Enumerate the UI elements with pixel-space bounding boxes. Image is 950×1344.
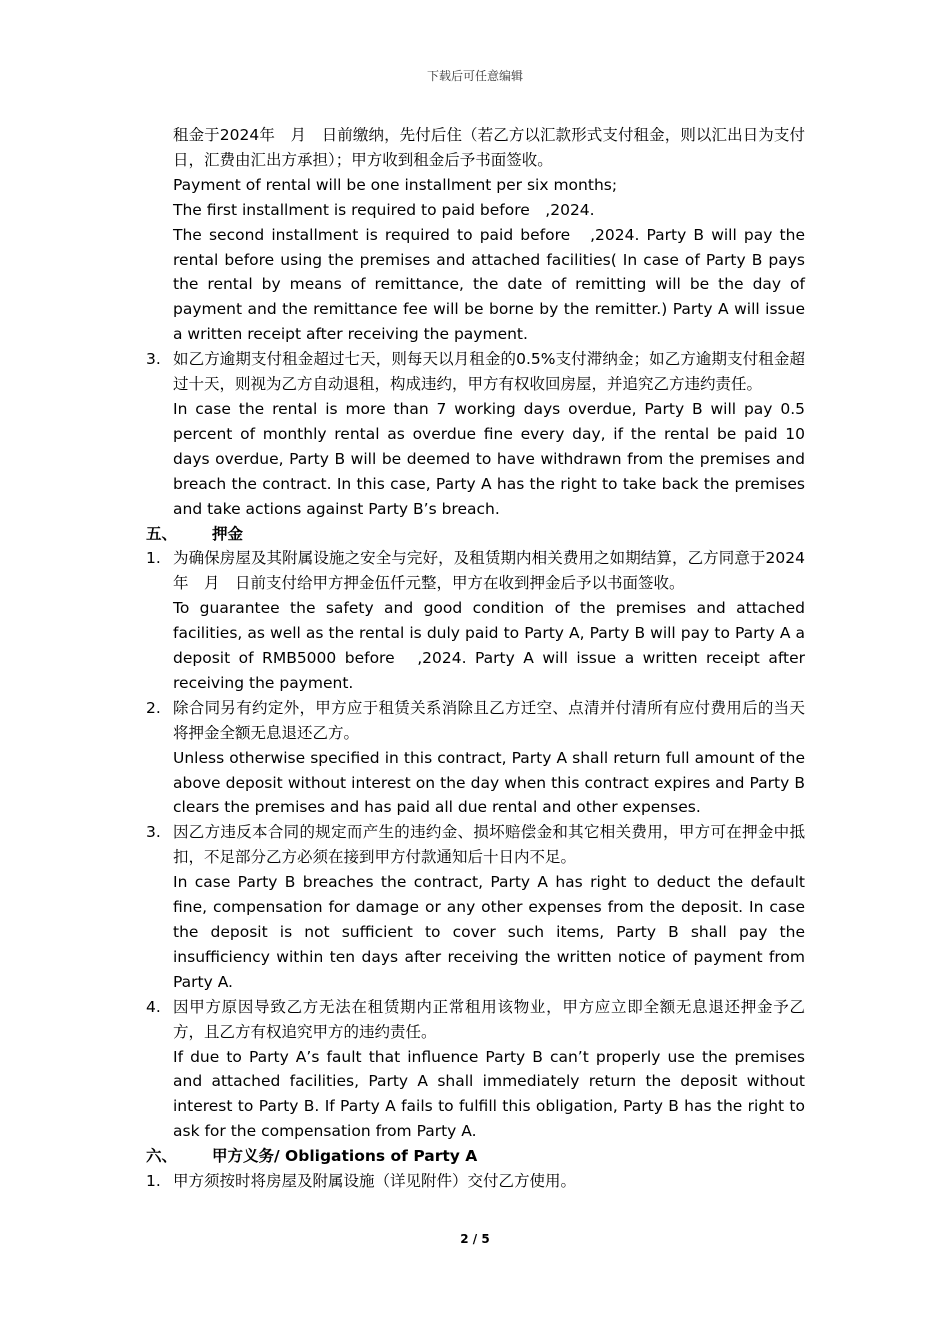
section-title: 押金 [212,524,244,543]
list-number: 1. [146,549,161,568]
clause-en: Unless otherwise specified in this contract, Party A shall return full amount of the above deposit without interest on the day when this contract expires and Party B clears the premises and has paid all due rental and other expenses. [173,748,805,817]
list-item [146,696,805,821]
rent-payment-en-1: Payment of rental will be one installment per six months; [173,175,618,194]
list-item [146,546,805,695]
list-number: 3. [146,823,161,842]
list-item [146,820,805,994]
list-item [146,1169,805,1194]
clause-en: To guarantee the safety and good condition of the premises and attached facilities, as well as the rental is duly paid to Party A, Party B will pay to Party A a deposit of RMB5000 before ,2024. Party A will issue a written receipt after receiving the payment. [173,599,805,692]
rent-payment-zh: 租金于2024年 月 日前缴纳，先付后住（若乙方以汇款形式支付租金，则以汇出日为支付日，汇费由汇出方承担）；甲方收到租金后予书面签收。 [173,126,805,169]
clause-zh: 因乙方违反本合同的规定而产生的违约金、损坏赔偿金和其它相关费用，甲方可在押金中抵扣，不足部分乙方必须在接到甲方付款通知后十日内不足。 [173,823,805,867]
list-number: 2. [146,698,161,717]
list-item-overdue [146,347,805,521]
clause-en: In case Party B breaches the contract, Party A has right to deduct the default fine, compensation for damage or any other expenses from the deposit. In case the deposit is not sufficient to cover such items, Party B shall pay the insufficiency within ten days after receiving the written notice of payment from Party A. [173,873,805,991]
page-header: 下载后可任意编辑 [426,69,523,83]
clause-en: If due to Party A’s fault that influence Party B can’t properly use the premises and attached facilities, Party A shall immediately return the deposit without interest to Party B. If Party A fails to fulfill this obligation, Party B has the right to ask for the compensation from Party A. [173,1047,805,1141]
clause-zh: 为确保房屋及其附属设施之安全与完好，及租赁期内相关费用之如期结算，乙方同意于2024年 月 日前支付给甲方押金伍仟元整，甲方在收到押金后予以书面签收。 [173,549,805,593]
section-heading-obligations [146,1144,805,1169]
rent-payment-en-2: The first installment is required to paid before ,2024. [173,200,595,219]
clause-zh: 因甲方原因导致乙方无法在租赁期内正常租用该物业，甲方应立即全额无息退还押金予乙方，且乙方有权追究甲方的违约责任。 [173,997,805,1041]
page-number: 2 / 5 [460,1232,490,1246]
section-number: 六、 [146,1147,178,1166]
list-number: 1. [146,1172,161,1191]
list-number: 4. [146,997,161,1016]
rent-payment-en-3: The second installment is required to paid before ,2024. Party B will pay the rental before using the premises and attached facilities( In case of Party B pays the rental by means of remittance, the date of remitting will be the day of payment and the remittance fee will be borne by the remitter.) Party A will issue a written receipt after receiving the payment. [173,225,805,344]
section-number: 五、 [146,524,178,543]
overdue-clause-zh: 如乙方逾期支付租金超过七天，则每天以月租金的0.5%支付滞纳金；如乙方逾期支付租金超过十天，则视为乙方自动退租，构成违约，甲方有权收回房屋，并追究乙方违约责任。 [173,350,805,394]
section-title: 甲方义务/ Obligations of Party A [212,1147,478,1166]
list-number: 3. [146,350,161,369]
list-item [146,995,805,1144]
clause-zh: 甲方须按时将房屋及附属设施（详见附件）交付乙方使用。 [173,1172,577,1191]
overdue-clause-en: In case the rental is more than 7 working days overdue, Party B will pay 0.5 percent of monthly rental as overdue fine every day, if the rental be paid 10 days overdue, Party B will be deemed to have withdrawn from the premises and breach the contract. In this case, Party A has the right to take back the premises and take actions against Party B’s breach. [173,399,805,518]
document-body [146,123,805,1194]
clause-zh: 除合同另有约定外，甲方应于租赁关系消除且乙方迁空、点清并付清所有应付费用后的当天将押金全额无息退还乙方。 [173,698,805,742]
section-heading-deposit [146,522,805,547]
